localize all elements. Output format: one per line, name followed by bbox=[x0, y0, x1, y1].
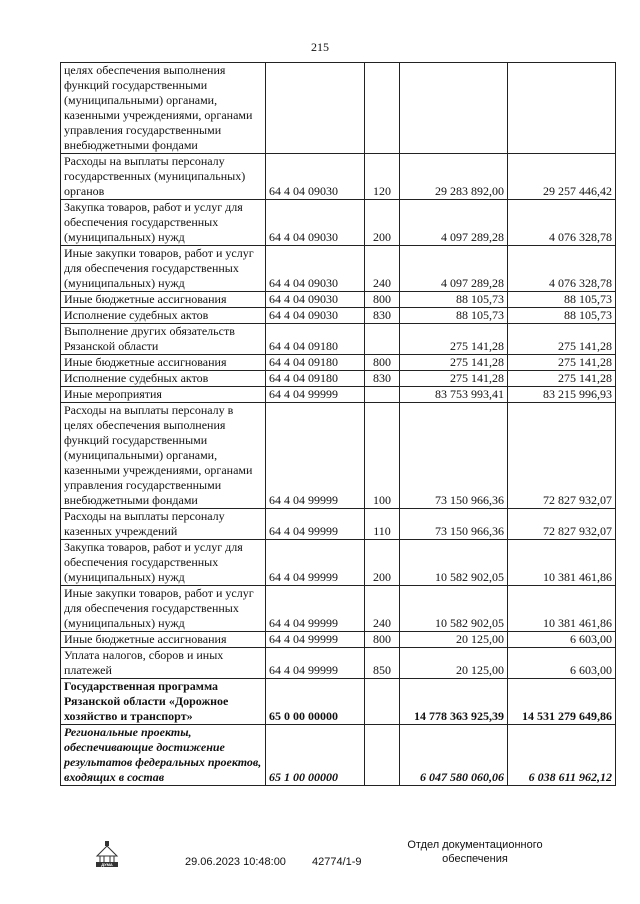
table-row bbox=[61, 324, 616, 355]
row-expense-type bbox=[365, 725, 400, 786]
row-name: целях обеспечения выполнения функций государственными (муниципальными) органами, казенными учреждениями, органами управления государственными внебюджетными фондами bbox=[61, 63, 266, 154]
row-expense-type: 110 bbox=[365, 509, 400, 540]
row-sum-plan: 88 105,73 bbox=[400, 292, 508, 308]
row-name: Иные бюджетные ассигнования bbox=[61, 292, 266, 308]
row-sum-actual: 72 827 932,07 bbox=[508, 509, 616, 540]
footer-department: Отдел документационного обеспечения bbox=[407, 839, 543, 865]
table-row bbox=[61, 200, 616, 246]
row-expense-type bbox=[365, 63, 400, 154]
row-sum-plan: 275 141,28 bbox=[400, 371, 508, 387]
row-name: Региональные проекты, обеспечивающие достижение результатов федеральных проектов, входящих в состав bbox=[61, 725, 266, 786]
row-expense-type: 200 bbox=[365, 540, 400, 586]
row-expense-type: 200 bbox=[365, 200, 400, 246]
table-row bbox=[61, 586, 616, 632]
row-code: 64 4 04 09030 bbox=[266, 308, 365, 324]
table-row bbox=[61, 292, 616, 308]
table-row bbox=[61, 246, 616, 292]
table-row bbox=[61, 154, 616, 200]
row-name: Исполнение судебных актов bbox=[61, 371, 266, 387]
row-code: 64 4 04 99999 bbox=[266, 586, 365, 632]
row-sum-plan: 29 283 892,00 bbox=[400, 154, 508, 200]
row-code: 64 4 04 09180 bbox=[266, 371, 365, 387]
row-sum-plan: 275 141,28 bbox=[400, 355, 508, 371]
row-code: 64 4 04 09030 bbox=[266, 246, 365, 292]
row-expense-type: 830 bbox=[365, 308, 400, 324]
table-row bbox=[61, 540, 616, 586]
row-code: 64 4 04 99999 bbox=[266, 540, 365, 586]
row-expense-type: 800 bbox=[365, 355, 400, 371]
table-row bbox=[61, 648, 616, 679]
row-code: 64 4 04 99999 bbox=[266, 387, 365, 403]
row-code: 64 4 04 09030 bbox=[266, 154, 365, 200]
row-sum-actual: 275 141,28 bbox=[508, 324, 616, 355]
row-name: Иные мероприятия bbox=[61, 387, 266, 403]
table-row bbox=[61, 403, 616, 509]
row-sum-plan: 20 125,00 bbox=[400, 648, 508, 679]
budget-table bbox=[60, 62, 616, 786]
row-sum-actual: 6 038 611 962,12 bbox=[508, 725, 616, 786]
row-sum-actual: 88 105,73 bbox=[508, 308, 616, 324]
row-code: 64 4 04 09030 bbox=[266, 200, 365, 246]
row-code: 65 0 00 00000 bbox=[266, 679, 365, 725]
row-name: Иные бюджетные ассигнования bbox=[61, 632, 266, 648]
row-sum-plan: 14 778 363 925,39 bbox=[400, 679, 508, 725]
row-sum-plan: 88 105,73 bbox=[400, 308, 508, 324]
table-row bbox=[61, 371, 616, 387]
row-code: 65 1 00 00000 bbox=[266, 725, 365, 786]
row-sum-actual: 6 603,00 bbox=[508, 632, 616, 648]
row-sum-plan: 10 582 902,05 bbox=[400, 540, 508, 586]
row-sum-plan: 20 125,00 bbox=[400, 632, 508, 648]
row-expense-type: 850 bbox=[365, 648, 400, 679]
row-name: Расходы на выплаты персоналу в целях обеспечения выполнения функций государственными (муниципальными) органами, казенными учреждениями, органами управления государственными внебюджетными фондами bbox=[61, 403, 266, 509]
row-sum-plan: 73 150 966,36 bbox=[400, 403, 508, 509]
row-sum-actual: 6 603,00 bbox=[508, 648, 616, 679]
row-sum-plan: 73 150 966,36 bbox=[400, 509, 508, 540]
row-expense-type: 830 bbox=[365, 371, 400, 387]
logo-text: ДУМА bbox=[101, 862, 113, 867]
table-row bbox=[61, 308, 616, 324]
row-sum-actual: 72 827 932,07 bbox=[508, 403, 616, 509]
row-name: Расходы на выплаты персоналу государственных (муниципальных) органов bbox=[61, 154, 266, 200]
table-row bbox=[61, 387, 616, 403]
row-sum-actual: 275 141,28 bbox=[508, 371, 616, 387]
row-expense-type: 240 bbox=[365, 246, 400, 292]
table-row bbox=[61, 509, 616, 540]
row-expense-type: 120 bbox=[365, 154, 400, 200]
row-name: Закупка товаров, работ и услуг для обеспечения государственных (муниципальных) нужд bbox=[61, 540, 266, 586]
row-code: 64 4 04 09180 bbox=[266, 355, 365, 371]
row-expense-type: 800 bbox=[365, 632, 400, 648]
row-code: 64 4 04 99999 bbox=[266, 648, 365, 679]
row-code bbox=[266, 63, 365, 154]
row-name: Иные закупки товаров, работ и услуг для обеспечения государственных (муниципальных) нужд bbox=[61, 586, 266, 632]
row-sum-actual: 29 257 446,42 bbox=[508, 154, 616, 200]
row-name: Иные закупки товаров, работ и услуг для обеспечения государственных (муниципальных) нужд bbox=[61, 246, 266, 292]
row-sum-plan: 4 097 289,28 bbox=[400, 246, 508, 292]
row-sum-plan: 4 097 289,28 bbox=[400, 200, 508, 246]
row-sum-actual: 14 531 279 649,86 bbox=[508, 679, 616, 725]
row-name: Закупка товаров, работ и услуг для обеспечения государственных (муниципальных) нужд bbox=[61, 200, 266, 246]
row-code: 64 4 04 09030 bbox=[266, 292, 365, 308]
row-code: 64 4 04 99999 bbox=[266, 632, 365, 648]
row-name: Расходы на выплаты персоналу казенных учреждений bbox=[61, 509, 266, 540]
row-expense-type bbox=[365, 324, 400, 355]
duma-logo bbox=[94, 838, 120, 868]
row-expense-type: 800 bbox=[365, 292, 400, 308]
row-code: 64 4 04 99999 bbox=[266, 509, 365, 540]
table-row bbox=[61, 63, 616, 154]
row-sum-plan bbox=[400, 63, 508, 154]
row-sum-plan: 10 582 902,05 bbox=[400, 586, 508, 632]
row-sum-actual: 88 105,73 bbox=[508, 292, 616, 308]
row-sum-plan: 275 141,28 bbox=[400, 324, 508, 355]
row-code: 64 4 04 09180 bbox=[266, 324, 365, 355]
row-name: Исполнение судебных актов bbox=[61, 308, 266, 324]
row-expense-type: 240 bbox=[365, 586, 400, 632]
row-sum-actual: 10 381 461,86 bbox=[508, 540, 616, 586]
row-expense-type: 100 bbox=[365, 403, 400, 509]
row-code: 64 4 04 99999 bbox=[266, 403, 365, 509]
row-name: Выполнение других обязательств Рязанской области bbox=[61, 324, 266, 355]
row-sum-actual bbox=[508, 63, 616, 154]
row-name: Государственная программа Рязанской области «Дорожное хозяйство и транспорт» bbox=[61, 679, 266, 725]
row-expense-type bbox=[365, 679, 400, 725]
row-sum-actual: 4 076 328,78 bbox=[508, 200, 616, 246]
row-sum-actual: 4 076 328,78 bbox=[508, 246, 616, 292]
row-expense-type bbox=[365, 387, 400, 403]
row-sum-plan: 6 047 580 060,06 bbox=[400, 725, 508, 786]
page-number: 215 bbox=[311, 40, 329, 54]
row-name: Иные бюджетные ассигнования bbox=[61, 355, 266, 371]
row-sum-actual: 275 141,28 bbox=[508, 355, 616, 371]
table-row bbox=[61, 679, 616, 725]
row-name: Уплата налогов, сборов и иных платежей bbox=[61, 648, 266, 679]
row-sum-actual: 10 381 461,86 bbox=[508, 586, 616, 632]
row-sum-plan: 83 753 993,41 bbox=[400, 387, 508, 403]
footer-doc-number: 42774/1-9 bbox=[312, 856, 362, 868]
table-row bbox=[61, 355, 616, 371]
row-sum-actual: 83 215 996,93 bbox=[508, 387, 616, 403]
table-row bbox=[61, 632, 616, 648]
footer-datetime: 29.06.2023 10:48:00 bbox=[185, 856, 286, 868]
table-row bbox=[61, 725, 616, 786]
